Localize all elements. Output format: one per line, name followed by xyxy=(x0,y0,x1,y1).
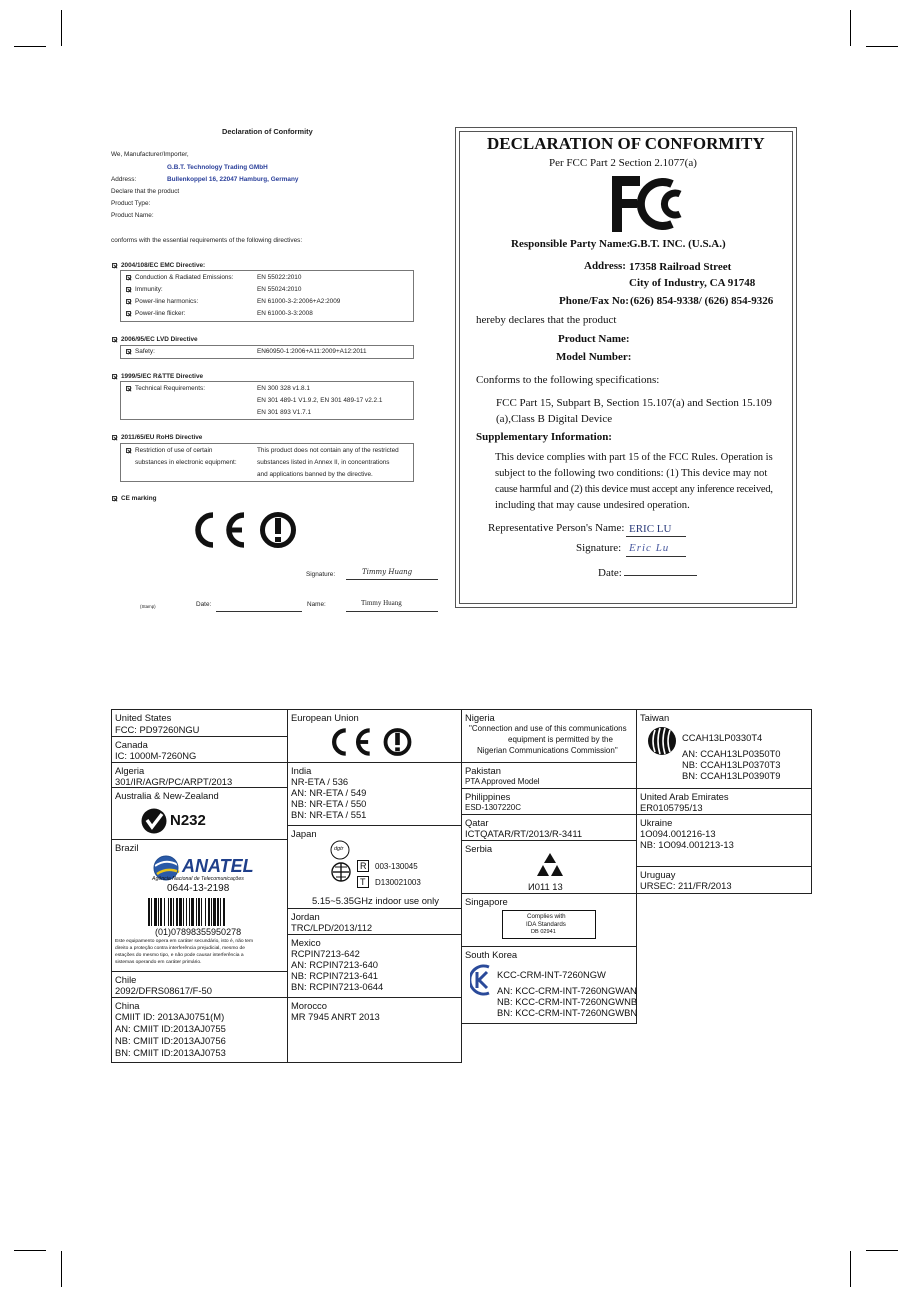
ce-product-type-label: Product Type: xyxy=(111,200,151,207)
japan-giteki-mark-icon xyxy=(330,861,352,883)
japan-t-letter: T xyxy=(360,877,366,887)
ida-line: DB 02941 xyxy=(531,929,556,935)
cert-line: BN: CMIIT ID:2013AJ0753 xyxy=(115,1047,226,1058)
emc-row-value: EN 55024:2010 xyxy=(257,286,302,293)
cert-cell-ukraine xyxy=(636,814,812,867)
rtte-value: EN 301 893 V1.7.1 xyxy=(257,409,312,416)
cert-cell-south-korea xyxy=(461,946,637,1024)
fcc-info-line: including that may cause undesired operation. xyxy=(495,500,690,511)
cert-cell-chile xyxy=(111,971,288,998)
fcc-address-label: Address: xyxy=(584,260,626,272)
ida-label-box xyxy=(502,910,596,939)
checked-box-icon xyxy=(126,448,131,453)
fcc-subtitle: Per FCC Part 2 Section 2.1077(a) xyxy=(549,157,697,169)
fcc-spec-line: FCC Part 15, Subpart B, Section 15.107(a) and Section 15.109 xyxy=(496,397,772,409)
fcc-spec-line: (a),Class B Digital Device xyxy=(496,413,613,425)
rohs-label: substances in electronic equipment: xyxy=(135,459,237,466)
rohs-heading: 2011/65/EU RoHS Directive xyxy=(121,434,203,441)
emc-row-value: EN 55022:2010 xyxy=(257,274,302,281)
country-name: China xyxy=(115,1000,140,1011)
country-name: Ukraine xyxy=(640,817,673,828)
country-name: Pakistan xyxy=(465,765,501,776)
fcc-date-line xyxy=(624,575,697,576)
cert-line: NB: KCC-CRM-INT-7260NGWNB xyxy=(497,996,638,1007)
cert-cell-uruguay xyxy=(636,866,812,894)
rtte-heading: 1999/5/EC R&TTE Directive xyxy=(121,373,204,380)
country-name: Mexico xyxy=(291,937,321,948)
barcode-number: (01)07898355950278 xyxy=(155,927,242,937)
country-name: Jordan xyxy=(291,911,320,922)
cert-line: AN: CMIIT ID:2013AJ0755 xyxy=(115,1023,226,1034)
cert-cell-serbia xyxy=(461,840,637,894)
cert-line: NB: NR-ETA / 550 xyxy=(291,798,367,809)
signature-label: Signature: xyxy=(306,571,336,578)
name-label: Name: xyxy=(307,601,326,608)
anatel-agency: Agência Nacional de Telecomunicações xyxy=(152,876,244,882)
ce-marking-label: CE marking xyxy=(121,495,157,502)
emc-row-value: EN 61000-3-2:2006+A2:2009 xyxy=(257,298,341,305)
country-name: Singapore xyxy=(465,896,508,907)
cert-id: ICTQATAR/RT/2013/R-3411 xyxy=(465,828,583,839)
fcc-rep-line xyxy=(626,536,686,537)
emc-row-label: Power-line harmonics: xyxy=(135,298,199,305)
fcc-phone-value: (626) 854-9338/ (626) 854-9326 xyxy=(630,295,774,307)
country-name: Brazil xyxy=(115,842,139,853)
cert-cell-canada xyxy=(111,736,288,763)
cert-cell-philippines xyxy=(461,788,637,815)
fcc-title: DECLARATION OF CONFORMITY xyxy=(487,134,765,153)
fcc-date-label: Date: xyxy=(598,567,622,579)
ncc-mark-icon xyxy=(647,726,677,756)
cert-cell-singapore xyxy=(461,893,637,947)
fcc-party-label: Responsible Party Name: xyxy=(511,238,631,250)
cert-cell-eu xyxy=(287,709,462,763)
cert-id: FCC: PD97260NGU xyxy=(115,724,200,735)
cert-line: AN: RCPIN7213-640 xyxy=(291,959,379,970)
date-label: Date: xyxy=(196,601,212,608)
ida-line: Complies with xyxy=(527,913,566,920)
stamp-label: (Stamp) xyxy=(140,604,156,609)
emc-row-label: Power-line flicker: xyxy=(135,310,186,317)
ce-address-value: Bullenkoppel 16, 22047 Hamburg, Germany xyxy=(167,176,299,183)
fcc-info-line: cause harmful and (2) this device must accept any inference received, xyxy=(495,484,773,495)
nigeria-line: "Connection and use of this communications xyxy=(469,724,627,733)
fcc-info-line: This device complies with part 15 of the FCC Rules. Operation is xyxy=(495,452,773,463)
country-name: South Korea xyxy=(465,949,518,960)
fcc-signature-label: Signature: xyxy=(576,542,622,554)
rohs-value: substances listed in Annex II, in concentrations xyxy=(257,459,390,466)
cert-cell-mexico xyxy=(287,934,462,998)
cert-cell-qatar xyxy=(461,814,637,841)
checked-box-icon xyxy=(112,263,117,268)
cert-line: BN: RCPIN7213-0644 xyxy=(291,981,384,992)
cert-cell-pakistan xyxy=(461,762,637,789)
country-name: United Arab Emirates xyxy=(640,791,729,802)
checked-box-icon xyxy=(112,496,117,501)
japan-t-box xyxy=(357,876,369,888)
cert-line: AN: CCAH13LP0350T0 xyxy=(682,748,781,759)
emc-heading: 2004/108/EC EMC Directive: xyxy=(121,262,206,269)
emc-row-label: Immunity: xyxy=(135,286,163,293)
country-name: United States xyxy=(115,712,172,723)
cert-id: PTA Approved Model xyxy=(465,777,540,786)
fcc-signature-value: Eric Lu xyxy=(629,542,670,554)
barcode-icon xyxy=(148,898,252,926)
ce-intro: We, Manufacturer/Importer, xyxy=(111,151,189,158)
cert-cell-taiwan xyxy=(636,709,812,789)
cert-line: NB: 1O094.001213-13 xyxy=(640,839,734,850)
cert-cell-nigeria xyxy=(461,709,637,763)
cert-line: RCPIN7213-642 xyxy=(291,948,360,959)
checked-box-icon xyxy=(126,275,131,280)
brazil-notice-line: direito a proteção contra interferência prejudicial, mesmo de xyxy=(115,946,245,951)
rcm-number: N232 xyxy=(170,812,206,829)
japan-dgtr-text: dgtr xyxy=(334,846,344,852)
fcc-info-line: subject to the following two conditions: (1) This device may not xyxy=(495,468,768,479)
cert-cell-china xyxy=(111,997,288,1063)
date-line xyxy=(216,611,302,612)
ce-declare: Declare that the product xyxy=(111,188,180,195)
lvd-row-value: EN60950-1:2006+A11:2009+A12:2011 xyxy=(257,348,367,355)
cert-line: NB: CCAH13LP0370T3 xyxy=(682,759,781,770)
country-name: Taiwan xyxy=(640,712,670,723)
rtte-label: Technical Requirements: xyxy=(135,385,205,392)
cert-id: IC: 1000M-7260NG xyxy=(115,750,197,761)
country-name: Serbia xyxy=(465,843,493,854)
emc-row-label: Conduction & Radiated Emissions: xyxy=(135,274,234,281)
ce-title: Declaration of Conformity xyxy=(222,127,313,136)
cert-id: URSEC: 211/FR/2013 xyxy=(640,880,732,891)
japan-r-letter: R xyxy=(360,861,367,871)
cert-cell-uae xyxy=(636,788,812,815)
cert-line: AN: NR-ETA / 549 xyxy=(291,787,367,798)
brazil-notice-line: Este equipamento opera em caráter secundário, isto é, não tem xyxy=(115,939,254,944)
cert-cell-india xyxy=(287,762,462,826)
fcc-rep-label: Representative Person's Name: xyxy=(488,522,625,534)
ce-mark-icon xyxy=(326,725,418,759)
japan-band: 5.15~5.35GHz indoor use only xyxy=(312,895,439,906)
checked-box-icon xyxy=(112,435,117,440)
brazil-notice-line: estações do mesmo tipo, e não pode causar interferência a xyxy=(115,953,244,958)
cert-line: BN: CCAH13LP0390T9 xyxy=(682,770,781,781)
country-name: Chile xyxy=(115,974,137,985)
ce-mark-icon xyxy=(192,508,302,552)
cert-id: 2092/DFRS08617/F-50 xyxy=(115,985,212,996)
brazil-notice-line: sistemas operando em caráter primário. xyxy=(115,960,202,965)
fcc-conforms: Conforms to the following specifications: xyxy=(476,374,660,386)
country-name: Qatar xyxy=(465,817,489,828)
checked-box-icon xyxy=(112,337,117,342)
cert-id: TRC/LPD/2013/112 xyxy=(291,922,373,933)
checked-box-icon xyxy=(126,386,131,391)
cert-cell-australia xyxy=(111,787,288,840)
emc-row-value: EN 61000-3-3:2008 xyxy=(257,310,313,317)
country-name: Canada xyxy=(115,739,148,750)
fcc-model-number-label: Model Number: xyxy=(556,351,632,363)
fcc-rep-value: ERIC LU xyxy=(629,523,672,535)
fcc-supplementary: Supplementary Information: xyxy=(476,431,612,443)
country-name: Uruguay xyxy=(640,869,676,880)
cert-id: И011 13 xyxy=(528,881,563,892)
checked-box-icon xyxy=(126,299,131,304)
cert-id: ER0105795/13 xyxy=(640,802,703,813)
rcm-tick-icon xyxy=(141,808,167,834)
ce-declaration xyxy=(0,0,450,640)
japan-r-box xyxy=(357,860,369,872)
country-name: India xyxy=(291,765,312,776)
fcc-product-name-label: Product Name: xyxy=(558,333,630,345)
ida-line: IDA Standards xyxy=(526,921,566,928)
country-name: Algeria xyxy=(115,765,145,776)
cert-cell-brazil xyxy=(111,839,288,972)
japan-t-code: D130021003 xyxy=(375,878,421,887)
ce-conforms: conforms with the essential requirements of the following directives: xyxy=(111,237,303,244)
checked-box-icon xyxy=(126,349,131,354)
cert-line: 1O094.001216-13 xyxy=(640,828,716,839)
japan-r-code: 003-130045 xyxy=(375,862,418,871)
ce-address-label: Address: xyxy=(111,176,137,183)
fcc-address-line1: 17358 Railroad Street xyxy=(629,261,732,273)
lvd-heading: 2006/95/EC LVD Directive xyxy=(121,336,198,343)
cert-cell-usa xyxy=(111,709,288,737)
signature-line xyxy=(346,579,438,580)
cert-cell-algeria xyxy=(111,762,288,788)
cert-line: AN: KCC-CRM-INT-7260NGWAN xyxy=(497,985,637,996)
nigeria-line: Nigerian Communications Commission" xyxy=(477,746,618,755)
lvd-row-label: Safety: xyxy=(135,348,155,355)
signature-value: Timmy Huang xyxy=(362,568,413,576)
rohs-value: This product does not contain any of the restricted xyxy=(257,447,399,454)
cert-line: NB: RCPIN7213-641 xyxy=(291,970,379,981)
cert-id: ESD-1307220C xyxy=(465,803,522,812)
cert-cell-japan xyxy=(287,825,462,909)
cert-line: CCAH13LP0330T4 xyxy=(682,732,763,743)
cert-id: MR 7945 ANRT 2013 xyxy=(291,1011,380,1022)
cert-line: BN: NR-ETA / 551 xyxy=(291,809,367,820)
cert-cell-morocco xyxy=(287,997,462,1063)
rtte-value: EN 301 489-1 V1.9.2, EN 301 489-17 v2.2.1 xyxy=(257,397,383,404)
fcc-logo-icon xyxy=(608,174,690,234)
cert-cell-jordan xyxy=(287,908,462,935)
country-name: Australia & New-Zealand xyxy=(115,790,219,801)
fcc-declares: hereby declares that the product xyxy=(476,314,617,326)
cert-line: CMIIT ID: 2013AJ0751(M) xyxy=(115,1011,225,1022)
checked-box-icon xyxy=(126,311,131,316)
country-name: Morocco xyxy=(291,1000,327,1011)
nigeria-line: equipment is permitted by the xyxy=(508,735,613,744)
ce-product-name-label: Product Name: xyxy=(111,212,154,219)
serbia-mark-icon xyxy=(535,852,565,880)
country-name: European Union xyxy=(291,712,359,723)
cert-line: NB: CMIIT ID:2013AJ0756 xyxy=(115,1035,226,1046)
ce-company: G.B.T. Technology Trading GMbH xyxy=(167,164,268,171)
cert-line: BN: KCC-CRM-INT-7260NGWBN xyxy=(497,1007,638,1018)
country-name: Japan xyxy=(291,828,317,839)
cert-id: 301/IR/AGR/PC/ARPT/2013 xyxy=(115,776,233,787)
country-name: Nigeria xyxy=(465,712,495,723)
checked-box-icon xyxy=(126,287,131,292)
country-name: Philippines xyxy=(465,791,511,802)
anatel-brand: ANATEL xyxy=(182,856,254,876)
name-line xyxy=(346,611,438,612)
fcc-signature-line xyxy=(626,556,686,557)
kc-mark-icon xyxy=(470,964,492,996)
fcc-phone-label: Phone/Fax No: xyxy=(559,295,629,307)
rohs-value: and applications banned by the directive. xyxy=(257,471,373,478)
korea-main-id: KCC-CRM-INT-7260NGW xyxy=(497,969,606,980)
checked-box-icon xyxy=(112,374,117,379)
fcc-party-value: G.B.T. INC. (U.S.A.) xyxy=(629,238,726,250)
rohs-label: Restriction of use of certain xyxy=(135,447,213,454)
anatel-code: 0644-13-2198 xyxy=(167,883,230,894)
fcc-address-line2: City of Industry, CA 91748 xyxy=(629,277,756,289)
cert-line: NR-ETA / 536 xyxy=(291,776,349,787)
name-value: Timmy Huang xyxy=(361,599,402,607)
rtte-value: EN 300 328 v1.8.1 xyxy=(257,385,310,392)
